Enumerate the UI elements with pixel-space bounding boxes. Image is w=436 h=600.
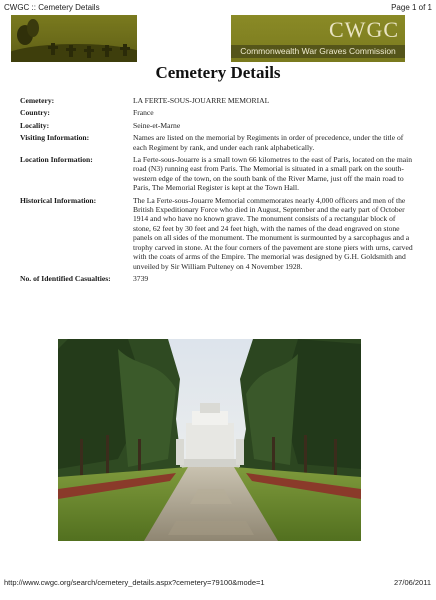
detail-row-locality [20,121,414,130]
document-title: CWGC :: Cemetery Details [4,3,100,12]
cwgc-logo-text: CWGC [329,17,399,42]
detail-label: No. of Identified Casualties: [20,273,111,283]
page-indicator: Page 1 of 1 [391,3,432,12]
detail-label: Cemetery: [20,96,55,105]
detail-value: La Ferte-sous-Jouarre is a small town 66 kilometres to the east of Paris, located on the main road (N3) running east from Paris. The Memorial is situated in a small park on the south-western edge of the town, on the south bank of the River Marne, just off the main road to Paris, The Memorial Register is kept at the Town Hall. [133,155,412,193]
cemetery-details-list [20,96,414,286]
memorial-photograph [58,339,361,541]
print-header [4,3,432,15]
detail-row-cemetery [20,96,414,105]
detail-row-country [20,108,414,117]
detail-label: Country: [20,108,50,118]
detail-label: Locality: [20,120,50,130]
banner-cemetery-image [11,15,137,62]
detail-label: Location Information: [20,155,93,165]
detail-value: LA FERTE-SOUS-JOUARRE MEMORIAL [133,96,270,105]
detail-value: Seine-et-Marne [133,120,181,130]
detail-label: Visiting Information: [20,133,90,143]
detail-value: The La Ferte-sous-Jouarre Memorial commemorates nearly 4,000 officers and men of the British Expeditionary Force who died in August, September and the early part of October 1914 and who have no known grave. The monument consists of a rectangular block of stone, 62 feet by 30 feet and 24 feet high, with the names of the dead engraved on stone panels on all sides of the monument. The monument is surmounted by a sarcophagus and a trophy carved in stone. At the four corners of the pavement are stone piers with urns, carved with the coats of arms of the Empire. The memorial was designed by G.H. Goldsmith and unveiled by Sir William Pulteney on 4 November 1928. [133,195,413,271]
detail-label: Historical Information: [20,195,97,205]
cwgc-logo-banner [231,15,405,62]
commission-name: Commonwealth War Graves Commission [231,45,405,58]
detail-row-identified-casualties [20,274,414,283]
detail-value: Names are listed on the memorial by Regiments in order of precedence, under the title of each Regiment by rank, and under each rank alphabetically. [133,133,404,152]
detail-row-location-information [20,155,414,193]
page-url: http://www.cwgc.org/search/cemetery_details.aspx?cemetery=79100&mode=1 [4,578,265,587]
detail-row-visiting-information [20,133,414,152]
detail-row-historical-information [20,196,414,271]
page-title: Cemetery Details [155,63,281,82]
print-date: 27/06/2011 [394,578,431,587]
detail-value: 3739 [133,273,149,283]
detail-value: France [133,108,154,118]
